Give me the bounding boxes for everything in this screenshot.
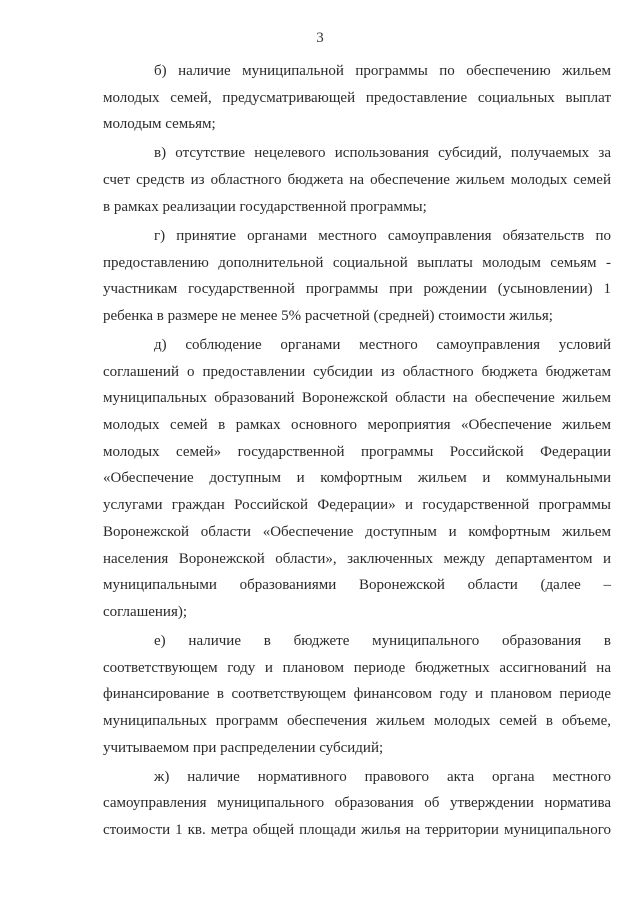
text-line: стоимости 1 кв. метра общей площади жилья на территории муниципального xyxy=(103,822,611,839)
text-line: ребенка в размере не менее 5% расчетной (средней) стоимости жилья; xyxy=(103,307,553,324)
text-line: г) принятие органами местного самоуправления обязательств по xyxy=(154,227,611,244)
text-line: е) наличие в бюджете муниципального образования в xyxy=(154,632,611,649)
text-line: финансирование в соответствующем финансовом году и плановом периоде xyxy=(103,686,611,703)
text-line: в рамках реализации государственной программы; xyxy=(103,198,427,215)
text-line: молодым семьям; xyxy=(103,116,216,133)
paragraph-zh xyxy=(103,764,611,844)
text-line: услугами граждан Российской Федерации» и государственной программы xyxy=(103,497,611,514)
text-line: счет средств из областного бюджета на обеспечение жильем молодых семей xyxy=(103,172,611,189)
document-body xyxy=(103,58,611,846)
paragraph-g xyxy=(103,223,611,330)
text-line: муниципальными образованиями Воронежской области (далее – xyxy=(103,577,611,594)
page-number: 3 xyxy=(316,30,324,46)
text-line: молодых семей» государственной программы Российской Федерации xyxy=(103,443,611,460)
text-line: муниципальных программ обеспечения жильем молодых семей в объеме, xyxy=(103,713,611,730)
text-line: в) отсутствие нецелевого использования субсидий, получаемых за xyxy=(154,145,611,162)
paragraph-b xyxy=(103,58,611,138)
text-line: муниципальных образований Воронежской области на обеспечение жильем xyxy=(103,390,611,407)
text-line: населения Воронежской области», заключенных между департаментом и xyxy=(103,550,611,567)
text-line: ж) наличие нормативного правового акта органа местного xyxy=(154,768,611,785)
text-line: д) соблюдение органами местного самоуправления условий xyxy=(154,336,611,353)
text-line: предоставлению дополнительной социальной выплаты молодым семьям - xyxy=(103,254,611,271)
text-line: соответствующем году и плановом периоде бюджетных ассигнований на xyxy=(103,659,611,676)
text-line: учитываемом при распределении субсидий; xyxy=(103,739,384,756)
text-line: молодых семей в рамках основного мероприятия «Обеспечение жильем xyxy=(103,417,611,434)
text-line: б) наличие муниципальной программы по обеспечению жильем xyxy=(154,63,611,79)
text-line: самоуправления муниципального образования об утверждении норматива xyxy=(103,795,611,812)
paragraph-v xyxy=(103,140,611,220)
text-line: молодых семей, предусматривающей предоставление социальных выплат xyxy=(103,89,611,106)
text-line: «Обеспечение доступным и комфортным жильем и коммунальными xyxy=(103,470,611,487)
text-line: соглашений о предоставлении субсидии из областного бюджета бюджетам xyxy=(103,363,611,380)
paragraph-e xyxy=(103,628,611,762)
text-line: участникам государственной программы при рождении (усыновлении) 1 xyxy=(103,281,611,298)
paragraph-d xyxy=(103,332,611,626)
text-line: Воронежской области «Обеспечение доступным и комфортным жильем xyxy=(103,523,611,540)
text-line: соглашения); xyxy=(103,603,188,620)
